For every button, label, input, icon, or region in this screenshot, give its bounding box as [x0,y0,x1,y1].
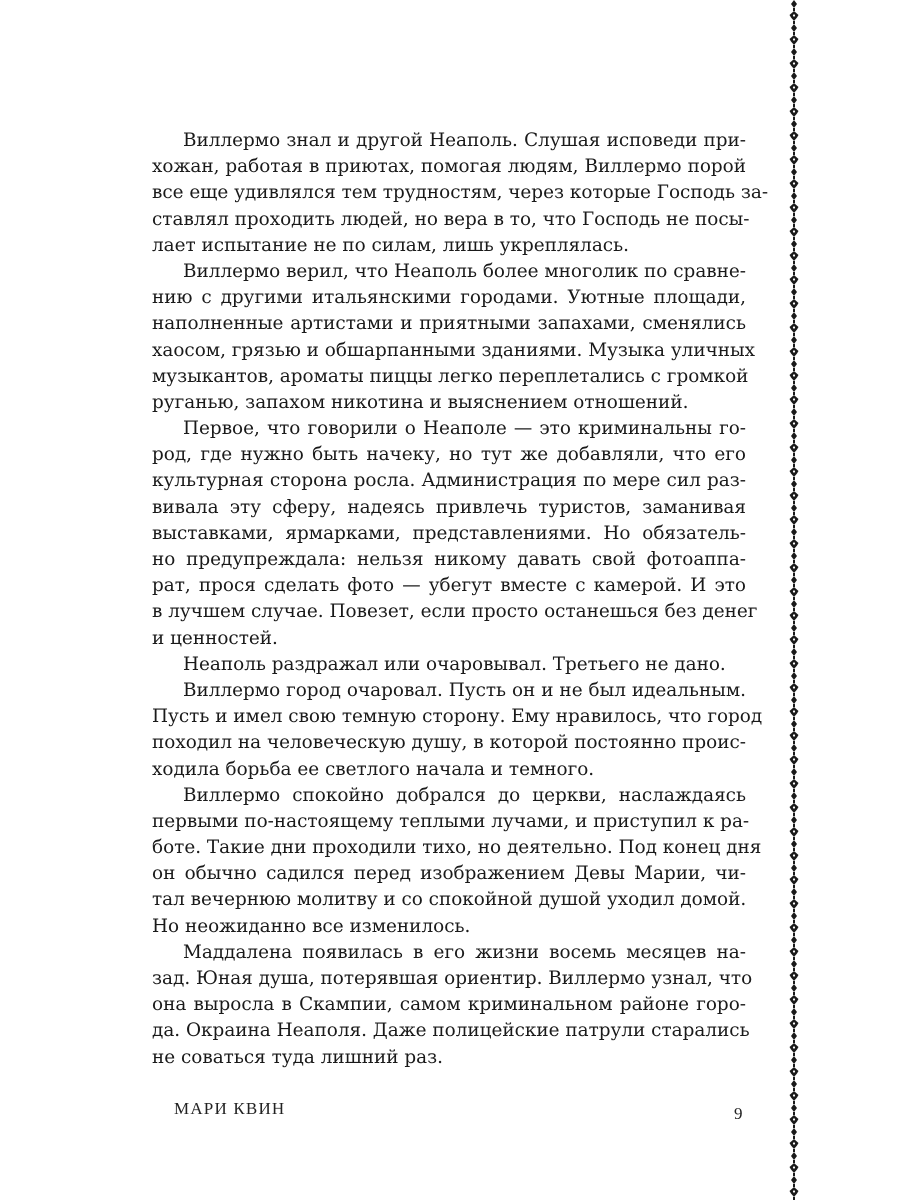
text-line: да. Окраина Неаполя. Даже полицейские патрули старались [152,1020,750,1042]
text-line: наполненные артистами и приятными запахами, сменялись [152,313,746,335]
ornamental-border-icon [786,0,802,1200]
text-line: род, где нужно быть начеку, но тут же добавляли, что его [152,444,746,466]
text-line: он обычно садился перед изображением Девы Марии, чи- [152,863,746,885]
text-line: рат, прося сделать фото — убегут вместе с камерой. И это [152,575,746,597]
paragraph [152,678,763,783]
text-line: нию с другими итальянскими городами. Уютные площади, [152,287,746,309]
paragraph [152,128,769,259]
text-line: не соваться туда лишний раз. [152,1046,444,1068]
text-line: Виллермо знал и другой Неаполь. Слушая исповеди при- [183,130,746,151]
text-line: хаосом, грязью и обшарпанными зданиями. Музыка уличных [152,339,756,361]
text-line: Виллермо верил, что Неаполь более многолик по сравне- [183,260,746,282]
text-line: ходила борьба ее светлого начала и темного. [152,758,595,780]
text-line: Неаполь раздражал или очаровывал. Третьего не дано. [183,653,726,675]
text-line: Маддалена появилась в его жизни восемь месяцев на- [183,941,746,963]
text-line: Но неожиданно все изменилось. [152,915,471,937]
body-text [152,128,769,1071]
text-line: первыми по-настоящему теплыми лучами, и приступил к ра- [152,810,750,832]
text-line: но предупреждала: нельзя никому давать свой фотоаппа- [152,549,746,570]
paragraph [152,783,762,940]
text-line: культурная сторона росла. Администрация по мере сил раз- [152,470,746,492]
text-line: вивала эту сферу, надеясь привлечь туристов, заманивая [152,496,746,518]
text-line: ставлял проходить людей, но вера в то, что Господь не посы- [152,208,750,230]
text-line: боте. Такие дни проходили тихо, но деятельно. Под конец дня [152,837,762,859]
text-line: Виллермо город очаровал. Пусть он и не был идеальным. [183,679,746,701]
running-footer-author: МАРИ КВИН [174,1099,286,1118]
paragraph [152,416,758,652]
text-line: руганью, запахом никотина и выяснением отношений. [152,391,689,413]
paragraph [152,259,756,416]
text-line: Виллермо спокойно добрался до церкви, наслаждаясь [183,784,746,806]
text-line: в лучшем случае. Повезет, если просто останешься без денег [152,601,758,623]
text-line: хожан, работая в приютах, помогая людям, Виллермо порой [152,156,746,178]
text-line: походил на человеческую душу, в которой постоянно проис- [152,732,746,754]
text-line: лает испытание не по силам, лишь укреплялась. [152,234,629,256]
text-line: зад. Юная душа, потерявшая ориентир. Виллермо узнал, что [152,968,753,989]
text-line: музыкантов, ароматы пиццы легко переплетались с громкой [152,365,749,387]
text-line: выставками, ярмарками, представлениями. Но обязатель- [152,522,746,544]
text-line: Пусть и имел свою темную сторону. Ему нравилось, что город [152,706,763,728]
text-line: тал вечернюю молитву и со спокойной душой уходил домой. [152,889,747,911]
text-line: Первое, что говорили о Неаполе — это криминальны го- [183,418,746,440]
text-line: она выросла в Скампии, самом криминальном районе горо- [152,994,746,1016]
text-line: и ценностей. [152,627,278,649]
paragraph [152,940,753,1071]
text-line: все еще удивлялся тем трудностям, через которые Господь за- [152,182,769,204]
paragraph [152,652,746,678]
page-number: 9 [734,1104,743,1123]
